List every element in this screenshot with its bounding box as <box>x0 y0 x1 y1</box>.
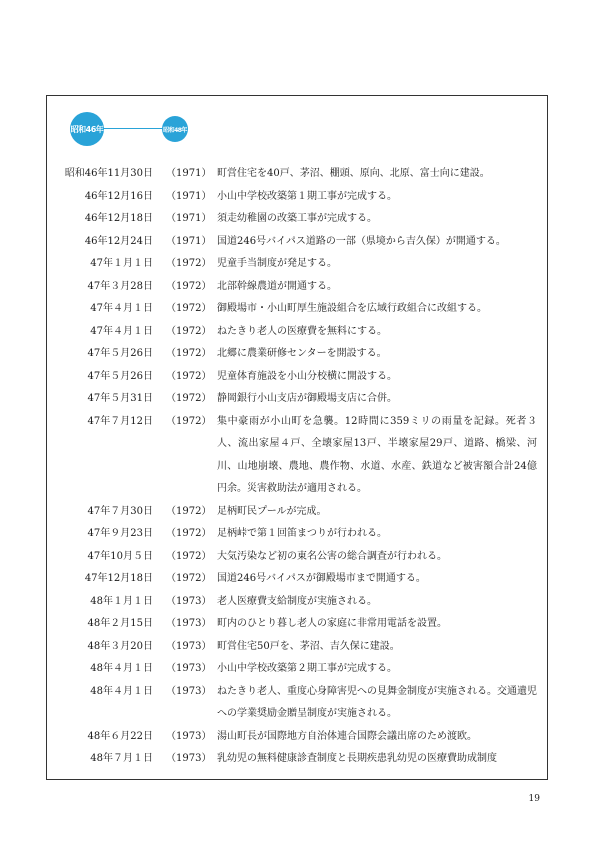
chronology-entry <box>0 276 595 299</box>
chronology-entry <box>0 748 595 771</box>
entry-description: 乳幼児の無料健康診査制度と長期疾患乳幼児の医療費助成制度 <box>217 753 497 764</box>
entry-description: 静岡銀行小山支店が御殿場支店に合併。 <box>217 393 397 404</box>
entry-description: 町営住宅50戸を、茅沼、吉久保に建設。 <box>217 640 400 652</box>
entry-description: ねたきり老人、重度心身障害児への見舞金制度が実施される。交通遺児への学業奨励金贈呈制度が実施される。 <box>217 685 537 719</box>
entry-date: 48年４月１日 <box>90 685 153 697</box>
chronology-entry <box>0 613 595 636</box>
entry-western-year: （1971） <box>166 213 212 224</box>
entry-western-year: （1972） <box>166 280 212 292</box>
entry-western-year: （1972） <box>166 303 212 314</box>
chronology-entry <box>0 208 595 231</box>
era-end-badge: 昭和48年 <box>162 116 188 142</box>
chronology-entry <box>0 366 595 389</box>
entry-western-year: （1972） <box>166 528 212 539</box>
entry-western-year: （1971） <box>166 168 212 179</box>
entry-date: 47年７月30日 <box>87 505 153 517</box>
entry-description: ねたきり老人の医療費を無料にする。 <box>217 325 387 337</box>
entry-date: 48年７月１日 <box>90 753 153 764</box>
entry-date: 47年５月26日 <box>87 348 153 359</box>
chronology-list <box>0 163 595 771</box>
entry-western-year: （1972） <box>166 505 212 517</box>
entry-description: 小山中学校改築第１期工事が完成する。 <box>217 190 397 202</box>
entry-western-year: （1972） <box>166 393 212 404</box>
entry-western-year: （1973） <box>166 640 212 652</box>
entry-date: 47年１月１日 <box>90 258 153 269</box>
entry-western-year: （1973） <box>166 618 212 629</box>
chronology-entry <box>0 411 595 501</box>
entry-description: 須走幼稚園の改築工事が完成する。 <box>217 213 377 224</box>
chronology-entry <box>0 163 595 186</box>
entry-date: 48年３月20日 <box>87 640 153 652</box>
entry-date: 47年５月26日 <box>87 370 153 382</box>
chronology-entry <box>0 253 595 276</box>
entry-date: 47年５月31日 <box>87 393 153 404</box>
entry-description: 足柄町民プールが完成。 <box>217 505 327 517</box>
chronology-entry <box>0 726 595 749</box>
entry-date: 46年12月16日 <box>84 190 153 202</box>
entry-western-year: （1973） <box>166 663 212 674</box>
entry-description: 北郷に農業研修センターを開設する。 <box>217 348 387 359</box>
entry-description: 国道246号バイパスが御殿場市まで開通する。 <box>217 573 426 584</box>
chronology-entry <box>0 186 595 209</box>
entry-western-year: （1972） <box>166 550 212 562</box>
chronology-entry <box>0 681 595 726</box>
chronology-entry <box>0 546 595 569</box>
entry-description: 児童手当制度が発足する。 <box>217 258 337 269</box>
entry-description: 老人医療費支給制度が実施される。 <box>217 595 377 607</box>
entry-date: 47年10月５日 <box>87 550 153 562</box>
chronology-entry <box>0 501 595 524</box>
chronology-entry <box>0 523 595 546</box>
chronology-entry <box>0 298 595 321</box>
entry-date: 48年２月15日 <box>87 618 153 629</box>
entry-date: 46年12月24日 <box>84 235 153 247</box>
entry-western-year: （1971） <box>166 235 212 247</box>
entry-western-year: （1973） <box>166 595 212 607</box>
entry-description: 小山中学校改築第２期工事が完成する。 <box>217 663 397 674</box>
entry-date: 47年７月12日 <box>87 415 153 427</box>
entry-western-year: （1972） <box>166 415 212 427</box>
entry-description: 児童体育施設を小山分校横に開設する。 <box>217 370 397 382</box>
entry-western-year: （1973） <box>166 753 212 764</box>
chronology-entry <box>0 388 595 411</box>
entry-date: 48年１月１日 <box>90 595 153 607</box>
chronology-entry <box>0 658 595 681</box>
entry-date: 47年12月18日 <box>84 573 153 584</box>
page-number: 19 <box>528 794 540 804</box>
entry-date: 47年３月28日 <box>87 280 153 292</box>
entry-date: 48年６月22日 <box>87 730 153 742</box>
chronology-entry <box>0 321 595 344</box>
entry-description: 御殿場市・小山町厚生施設組合を広域行政組合に改組する。 <box>217 303 487 314</box>
chronology-entry <box>0 231 595 254</box>
entry-western-year: （1972） <box>166 370 212 382</box>
entry-date: 昭和46年11月30日 <box>64 168 153 179</box>
entry-description: 町内のひとり暮し老人の家庭に非常用電話を設置。 <box>217 618 447 629</box>
entry-date: 47年９月23日 <box>87 528 153 539</box>
entry-western-year: （1972） <box>166 573 212 584</box>
entry-date: 46年12月18日 <box>84 213 153 224</box>
chronology-entry <box>0 568 595 591</box>
entry-description: 町営住宅を40戸、茅沼、棚頭、原向、北原、富士向に建設。 <box>217 168 490 179</box>
entry-description: 足柄峠で第１回笛まつりが行われる。 <box>217 528 387 539</box>
chronology-entry <box>0 343 595 366</box>
entry-western-year: （1972） <box>166 325 212 337</box>
entry-western-year: （1973） <box>166 730 212 742</box>
entry-western-year: （1971） <box>166 190 212 202</box>
entry-date: 48年４月１日 <box>90 663 153 674</box>
chronology-entry <box>0 636 595 659</box>
entry-description: 集中豪雨が小山町を急襲。12時間に359ミリの雨量を記録。死者３人、流出家屋４戸、全壊家屋13戸、半壊家屋29戸、道路、橋梁、河川、山地崩壊、農地、農作物、水道、水産、鉄道など被害額合計24億円余。災害救助法が適用される。 <box>217 415 537 494</box>
era-range-header <box>70 112 200 146</box>
entry-western-year: （1972） <box>166 258 212 269</box>
entry-date: 47年４月１日 <box>90 303 153 314</box>
entry-description: 北部幹線農道が開通する。 <box>217 280 337 292</box>
entry-description: 湯山町長が国際地方自治体連合国際会議出席のため渡欧。 <box>217 730 477 742</box>
entry-western-year: （1972） <box>166 348 212 359</box>
entry-description: 国道246号バイパス道路の一部（県境から吉久保）が開通する。 <box>217 235 506 247</box>
entry-date: 47年４月１日 <box>90 325 153 337</box>
chronology-entry <box>0 591 595 614</box>
entry-western-year: （1973） <box>166 685 212 697</box>
entry-description: 大気汚染など初の東名公害の総合調査が行われる。 <box>217 550 447 562</box>
era-start-badge: 昭和46年 <box>70 112 104 146</box>
